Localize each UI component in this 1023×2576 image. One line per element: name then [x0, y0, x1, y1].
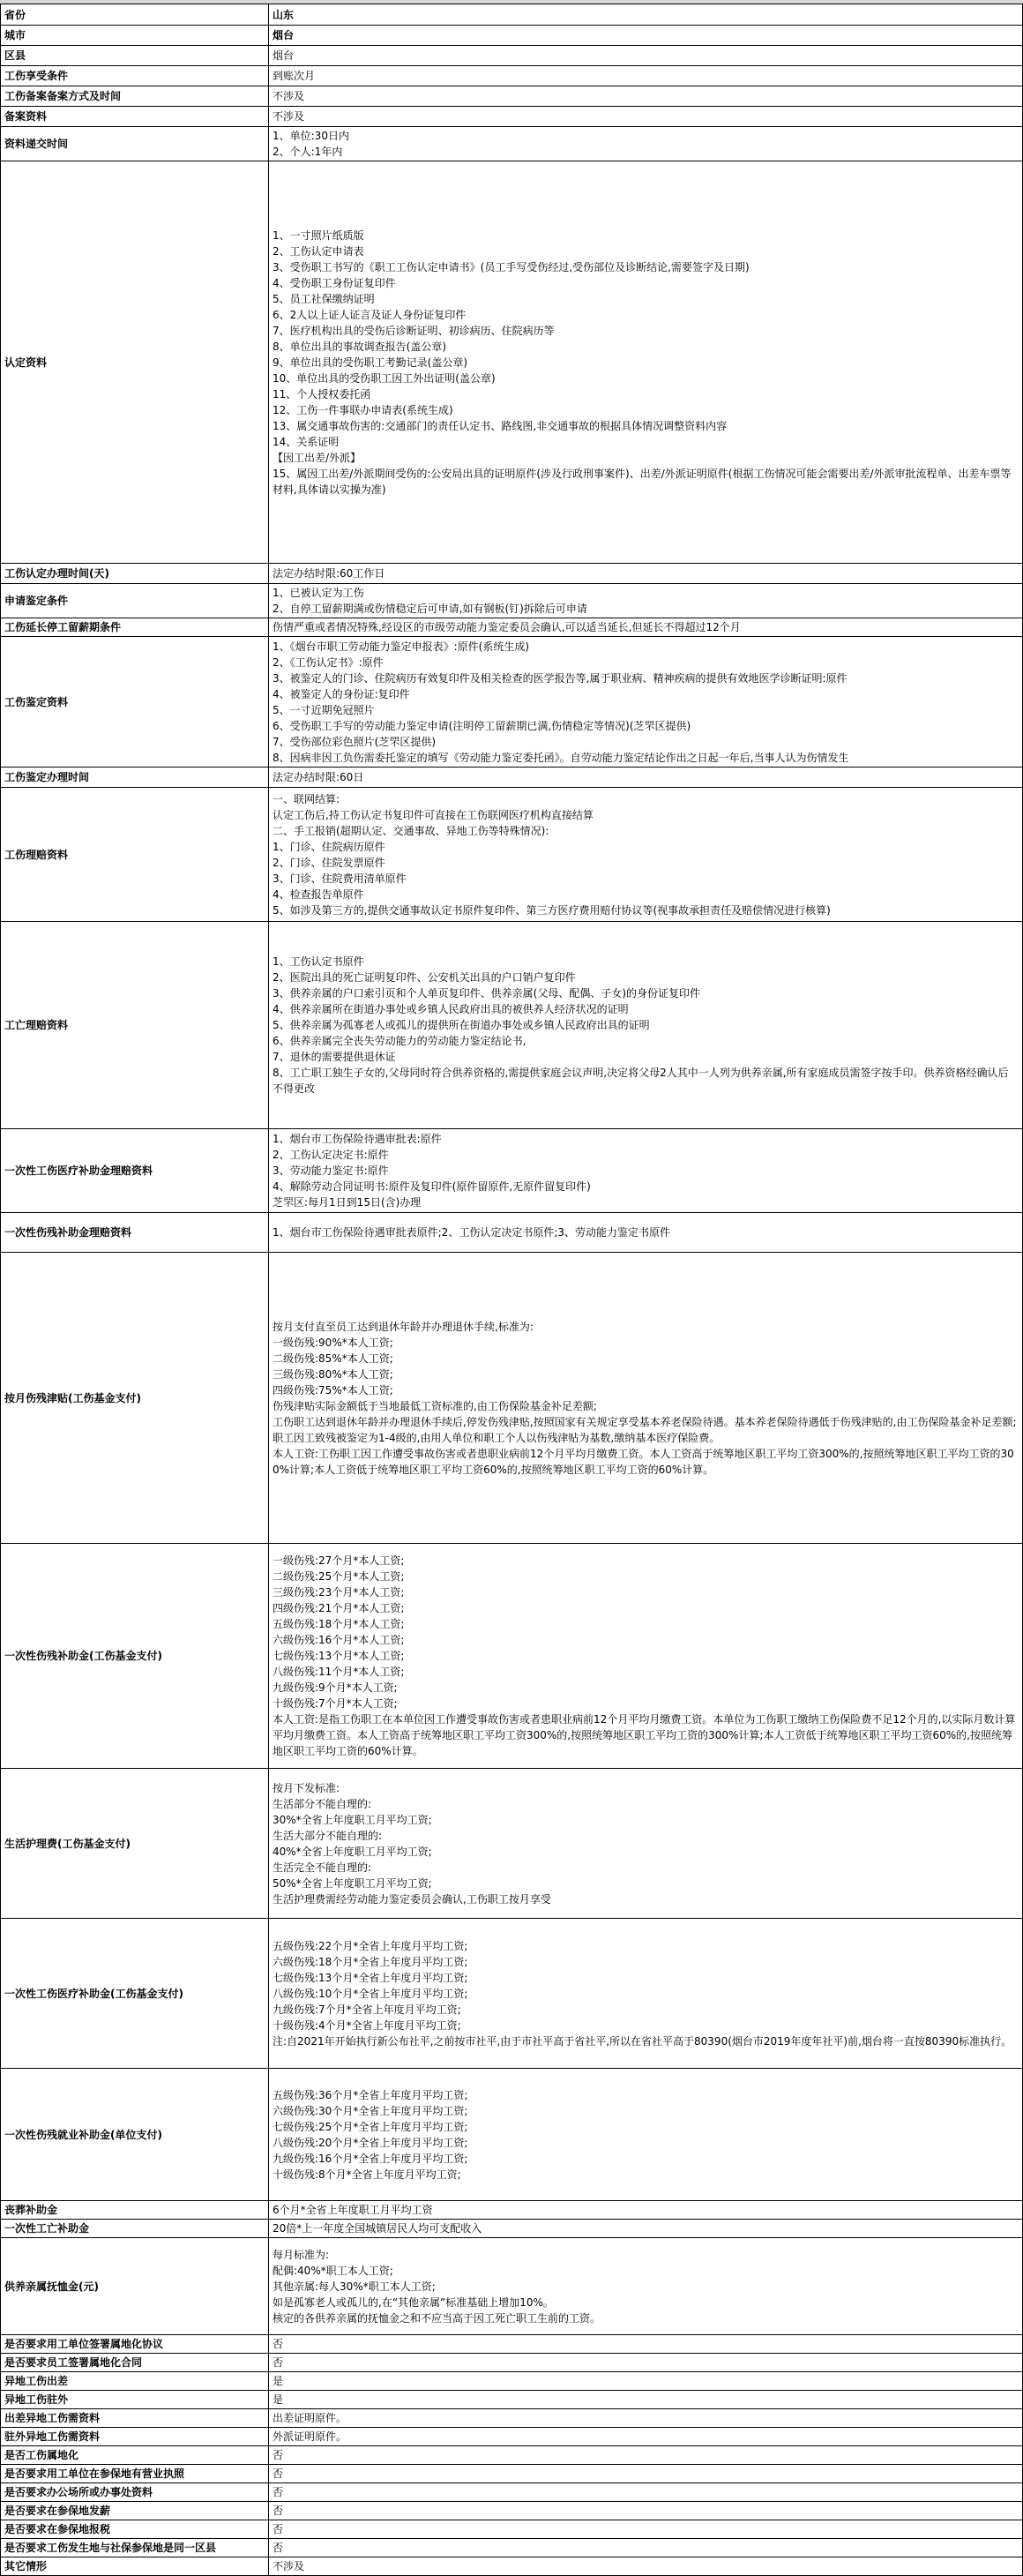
value-line: 6、受伤职工手写的劳动能力鉴定申请(注明停工留薪期已满,伤情稳定等情况)(芝罘区提供) [273, 719, 691, 732]
value-line: 注:自2021年开始执行新公布社平,之前按市社平,由于市社平高于省社平,所以在省社平高于80390(烟台市2019年度年社平)前,烟台将一直按80390标准执行。 [273, 2034, 1012, 2048]
value-line: 5、供养亲属为孤寡老人或孤儿的提供所在街道办事处或乡镇人民政府出具的证明 [273, 1019, 650, 1031]
value-line: 7、受伤部位彩色照片(芝罘区提供) [273, 735, 436, 748]
value-line: 六级伤残:16个月*本人工资; [273, 1634, 405, 1646]
table-row [1, 107, 1023, 127]
value-line: 六级伤残:18个月*全省上年度月平均工资; [273, 1955, 468, 1968]
value-line: 职工因工致残被鉴定为1-4级的,由用人单位和职工个人以伤残津贴为基数,缴纳基本医疗保险费。 [273, 1431, 721, 1444]
field-label: 是否要求工伤发生地与社保参保地是同一区县 [1, 2539, 269, 2557]
field-label: 一次性伤残就业补助金(单位支付) [1, 2069, 269, 2201]
value-line: 工伤职工达到退休年龄并办理退休手续后,停发伤残津贴,按照国家有关规定享受基本养老保险待遇。基本养老保险待遇低于伤残津贴的,由工伤保险基金补足差额; [273, 1415, 1017, 1428]
table-row [1, 618, 1023, 637]
field-label: 是否要求在参保地报税 [1, 2520, 269, 2539]
value-line: 山东 [273, 8, 295, 21]
table-row [1, 637, 1023, 768]
field-value [269, 1253, 1023, 1544]
value-line: 【因工出差/外派】 [273, 451, 362, 464]
table-row [1, 584, 1023, 618]
field-value [269, 127, 1023, 161]
value-line: 生活完全不能自理的: [273, 1861, 372, 1874]
value-line: 20倍*上一年度全国城镇居民人均可支配收入 [273, 2222, 482, 2235]
value-line: 七级伤残:13个月*全省上年度月平均工资; [273, 1971, 468, 1984]
field-value [269, 2446, 1023, 2465]
value-line: 九级伤残:7个月*全省上年度月平均工资; [273, 2003, 461, 2016]
field-label: 是否要求用工单位签署属地化协议 [1, 2335, 269, 2354]
field-value [269, 637, 1023, 768]
value-line: 八级伤残:10个月*全省上年度月平均工资; [273, 1987, 468, 2000]
value-line: 出差证明原件。 [273, 2412, 347, 2424]
value-line: 七级伤残:13个月*本人工资; [273, 1650, 405, 1662]
value-line: 芝罘区:每月1日到15日(含)办理 [273, 1196, 422, 1209]
field-value [269, 86, 1023, 107]
field-label: 工伤备案备案方式及时间 [1, 86, 269, 107]
value-line: 6个月*全省上年度职工月平均工资 [273, 2204, 433, 2216]
value-line: 九级伤残:9个月*本人工资; [273, 1681, 398, 1694]
field-label: 生活护理费(工伤基金支付) [1, 1769, 269, 1919]
field-value [269, 107, 1023, 127]
field-value [269, 2520, 1023, 2539]
field-value [269, 788, 1023, 922]
value-line: 9、单位出具的受伤职工考勤记录(盖公章) [273, 356, 467, 369]
value-line: 否 [273, 2523, 284, 2535]
field-label: 申请鉴定条件 [1, 584, 269, 618]
value-line: 按月下发标准: [273, 1781, 340, 1794]
value-line: 不涉及 [273, 2560, 305, 2572]
value-line: 4、检查报告单原件 [273, 887, 364, 901]
value-line: 1、已被认定为工伤 [273, 587, 364, 599]
value-line: 否 [273, 2486, 284, 2498]
value-line: 每月标准为: [273, 2248, 330, 2261]
value-line: 4、受伤职工身份证复印件 [273, 276, 396, 289]
table-row [1, 2428, 1023, 2446]
table-row [1, 2483, 1023, 2502]
value-line: 十级伤残:8个月*全省上年度月平均工资; [273, 2168, 461, 2181]
value-line: 2、个人:1年内 [273, 146, 343, 158]
table-row [1, 1919, 1023, 2069]
field-value [269, 2465, 1023, 2483]
value-line: 1、烟台市工伤保险待遇审批表原件;2、工伤认定决定书原件;3、劳动能力鉴定书原件 [273, 1226, 670, 1239]
value-line: 八级伤残:20个月*全省上年度月平均工资; [273, 2136, 468, 2149]
field-value [269, 2354, 1023, 2372]
field-label: 出差异地工伤需资料 [1, 2409, 269, 2428]
value-line: 6、供养亲属完全丧失劳动能力的劳动能力鉴定结论书, [273, 1035, 526, 1047]
table-row [1, 2557, 1023, 2576]
table-row [1, 2220, 1023, 2238]
table-row [1, 66, 1023, 86]
value-line: 5、员工社保缴纳证明 [273, 292, 375, 305]
field-label: 丧葬补助金 [1, 2201, 269, 2220]
field-value [269, 1129, 1023, 1213]
value-line: 其他亲属:每人30%*职工本人工资; [273, 2280, 436, 2293]
field-value [269, 584, 1023, 618]
value-line: 6、2人以上证人证言及证人身份证复印件 [273, 308, 467, 321]
table-row [1, 2238, 1023, 2335]
value-line: 到账次月 [273, 70, 316, 82]
table-row [1, 1253, 1023, 1544]
field-label: 工伤延长停工留薪期条件 [1, 618, 269, 637]
value-line: 10、单位出具的受伤职工因工外出证明(盖公章) [273, 371, 496, 385]
field-value [269, 2220, 1023, 2238]
value-line: 3、供养亲属的户口索引页和个人单页复印件、供养亲属(父母、配偶、子女)的身份证复印件 [273, 987, 701, 1000]
field-label: 工亡理赔资料 [1, 922, 269, 1129]
value-line: 十级伤残:7个月*本人工资; [273, 1697, 398, 1710]
field-value [269, 26, 1023, 46]
value-line: 烟台 [273, 29, 295, 41]
value-line: 3、被鉴定人的门诊、住院病历有效复印件及相关检查的医学报告等,属于职业病、精神疾病的提供有效地医学诊断证明:原件 [273, 671, 848, 685]
field-value [269, 2201, 1023, 2220]
field-value [269, 2069, 1023, 2201]
value-line: 4、解除劳动合同证明书:原件及复印件(原件留原件,无原件留复印件) [273, 1180, 591, 1193]
value-line: 8、因病非因工负伤需委托鉴定的填写《劳动能力鉴定委托函》。自劳动能力鉴定结论作出之日起一年后,当事人认为伤情发生 [273, 751, 849, 764]
value-line: 2、门诊、住院发票原件 [273, 856, 385, 869]
value-line: 生活部分不能自理的: [273, 1797, 372, 1810]
value-line: 8、单位出具的事故调查报告(盖公章) [273, 340, 446, 353]
value-line: 配偶:40%*职工本人工资; [273, 2264, 393, 2277]
field-value [269, 618, 1023, 637]
value-line: 四级伤残:21个月*本人工资; [273, 1602, 405, 1614]
value-line: 1、工伤认定书原件 [273, 955, 364, 968]
field-value [269, 1213, 1023, 1253]
field-value [269, 2372, 1023, 2391]
value-line: 三级伤残:80%*本人工资; [273, 1367, 393, 1381]
table-row [1, 1213, 1023, 1253]
value-line: 五级伤残:22个月*全省上年度月平均工资; [273, 1939, 468, 1952]
value-line: 2、医院出具的死亡证明复印件、公安机关出具的户口销户复印件 [273, 971, 576, 984]
field-value [269, 4, 1023, 26]
table-row [1, 2391, 1023, 2409]
value-line: 2、工伤认定申请表 [273, 244, 364, 258]
value-line: 8、工亡职工独生子女的,父母同时符合供养资格的,需提供家庭会议声明,决定将父母2人其中一人列为供养亲属,所有家庭成员需签字按手印。供养资格经确认后不得更改 [273, 1067, 1009, 1095]
value-line: 1、门诊、住院病历原件 [273, 840, 385, 853]
field-value [269, 2539, 1023, 2557]
table-row [1, 26, 1023, 46]
table-row [1, 2409, 1023, 2428]
field-value [269, 2409, 1023, 2428]
field-label: 其它情形 [1, 2557, 269, 2576]
field-value [269, 2483, 1023, 2502]
value-line: 伤情严重或者情况特殊,经设区的市级劳动能力鉴定委员会确认,可以适当延长,但延长不得超过12个月 [273, 621, 741, 633]
field-label: 一次性工亡补助金 [1, 2220, 269, 2238]
field-label: 是否要求用工单位在参保地有营业执照 [1, 2465, 269, 2483]
field-label: 工伤认定办理时间(天) [1, 564, 269, 584]
field-value [269, 2335, 1023, 2354]
field-label: 按月伤残津贴(工伤基金支付) [1, 1253, 269, 1544]
value-line: 5、如涉及第三方的,提供交通事故认定书原件复印件、第三方医疗费用赔付协议等(视事故承担责任及赔偿情况进行核算) [273, 903, 831, 917]
table-row [1, 2446, 1023, 2465]
table-row [1, 768, 1023, 788]
field-label: 备案资料 [1, 107, 269, 127]
field-label: 工伤鉴定资料 [1, 637, 269, 768]
field-label: 省份 [1, 4, 269, 26]
field-value [269, 1544, 1023, 1769]
field-label: 异地工伤驻外 [1, 2391, 269, 2409]
table-row [1, 1129, 1023, 1213]
field-label: 一次性伤残补助金(工伤基金支付) [1, 1544, 269, 1769]
field-label: 是否工伤属地化 [1, 2446, 269, 2465]
value-line: 五级伤残:18个月*本人工资; [273, 1618, 405, 1630]
value-line: 认定工伤后,持工伤认定书复印件可直接在工伤联网医疗机构直接结算 [273, 808, 594, 821]
value-line: 3、受伤职工书写的《职工工伤认定申请书》(员工手写受伤经过,受伤部位及诊断结论,需要签字及日期) [273, 260, 750, 273]
value-line: 法定办结时限:60工作日 [273, 567, 385, 580]
field-value [269, 2502, 1023, 2520]
field-label: 工伤享受条件 [1, 66, 269, 86]
table-row [1, 86, 1023, 107]
value-line: 三级伤残:23个月*本人工资; [273, 1586, 405, 1599]
table-row [1, 2335, 1023, 2354]
field-label: 驻外异地工伤需资料 [1, 2428, 269, 2446]
table-row [1, 1769, 1023, 1919]
value-line: 二级伤残:25个月*本人工资; [273, 1570, 405, 1583]
field-label: 一次性工伤医疗补助金理赔资料 [1, 1129, 269, 1213]
value-line: 50%*全省上年度职工月平均工资; [273, 1876, 432, 1890]
value-line: 九级伤残:16个月*全省上年度月平均工资; [273, 2152, 468, 2165]
value-line: 烟台 [273, 49, 295, 62]
value-line: 本人工资:是指工伤职工在本单位因工作遭受事故伤害或者患职业病前12个月平均月缴费工资。本单位为工伤职工缴纳工伤保险费不足12个月的,以实际月数计算平均月缴费工资。本人工资高于统筹地区职工平均工资300%的,按照统筹地区职工平均工资的300%计算;本人工资低于统筹地区职工平均工资60%的,按照统筹地区职工平均工资的60%计算。 [273, 1713, 1016, 1757]
value-line: 3、劳动能力鉴定书:原件 [273, 1164, 389, 1177]
field-label: 异地工伤出差 [1, 2372, 269, 2391]
value-line: 生活护理费需经劳动能力鉴定委员会确认,工伤职工按月享受 [273, 1892, 551, 1906]
value-line: 是 [273, 2393, 284, 2406]
value-line: 2、《工伤认定书》:原件 [273, 655, 384, 669]
value-line: 如是孤寡老人或孤儿的,在“其他亲属”标准基础上增加10%。 [273, 2295, 554, 2309]
field-value [269, 2557, 1023, 2576]
table-row [1, 788, 1023, 922]
policy-table-body [1, 4, 1023, 2576]
value-line: 2、工伤认定决定书:原件 [273, 1149, 389, 1161]
value-line: 一、联网结算: [273, 792, 340, 805]
value-line: 八级伤残:11个月*本人工资; [273, 1666, 405, 1678]
field-label: 工伤理赔资料 [1, 788, 269, 922]
value-line: 二、手工报销(超期认定、交通事故、异地工伤等特殊情况): [273, 824, 549, 837]
field-value [269, 46, 1023, 66]
table-row [1, 127, 1023, 161]
value-line: 1、单位:30日内 [273, 130, 349, 142]
value-line: 1、一寸照片纸质版 [273, 228, 364, 242]
value-line: 3、门诊、住院费用清单原件 [273, 872, 407, 885]
value-line: 2、自停工留薪期满或伤情稳定后可申请,如有钢板(钉)拆除后可申请 [273, 603, 587, 615]
field-value [269, 1769, 1023, 1919]
field-value [269, 564, 1023, 584]
field-label: 认定资料 [1, 161, 269, 564]
value-line: 十级伤残:4个月*全省上年度月平均工资; [273, 2018, 461, 2032]
value-line: 14、关系证明 [273, 435, 340, 448]
table-row [1, 1544, 1023, 1769]
field-value [269, 2391, 1023, 2409]
field-label: 一次性伤残补助金理赔资料 [1, 1213, 269, 1253]
value-line: 否 [273, 2467, 284, 2480]
value-line: 7、医疗机构出具的受伤后诊断证明、初诊病历、住院病历等 [273, 324, 555, 337]
table-row [1, 2502, 1023, 2520]
value-line: 一级伤残:90%*本人工资; [273, 1336, 393, 1349]
table-row [1, 161, 1023, 564]
table-row [1, 2539, 1023, 2557]
table-row [1, 46, 1023, 66]
table-row [1, 2069, 1023, 2201]
table-row [1, 922, 1023, 1129]
field-value [269, 161, 1023, 564]
value-line: 40%*全省上年度职工月平均工资; [273, 1845, 432, 1858]
value-line: 生活大部分不能自理的: [273, 1829, 383, 1842]
value-line: 否 [273, 2356, 284, 2369]
field-label: 工伤鉴定办理时间 [1, 768, 269, 788]
value-line: 不涉及 [273, 90, 305, 102]
value-line: 否 [273, 2338, 284, 2350]
value-line: 5、一寸近期免冠照片 [273, 703, 375, 716]
value-line: 二级伤残:85%*本人工资; [273, 1352, 393, 1365]
value-line: 一级伤残:27个月*本人工资; [273, 1554, 405, 1567]
value-line: 外派证明原件。 [273, 2430, 347, 2443]
value-line: 本人工资:工伤职工因工作遭受事故伤害或者患职业病前12个月平均月缴费工资。本人工资高于统筹地区职工平均工资300%的,按照统筹地区职工平均工资的300%计算;本人工资低于统筹地区职工平均工资60%的,按照统筹地区职工平均工资的60%计算。 [273, 1447, 1014, 1476]
value-line: 五级伤残:36个月*全省上年度月平均工资; [273, 2088, 468, 2101]
field-value [269, 768, 1023, 788]
table-row [1, 2465, 1023, 2483]
value-line: 12、工伤一件事联办申请表(系统生成) [273, 403, 453, 416]
table-row [1, 4, 1023, 26]
value-line: 否 [273, 2505, 284, 2517]
value-line: 13、属交通事故伤害的:交通部门的责任认定书、路线图,非交通事故的根据具体情况调整资料内容 [273, 419, 728, 432]
value-line: 伤残津贴实际金额低于当地最低工资标准的,由工伤保险基金补足差额; [273, 1399, 597, 1412]
work-injury-policy-table [0, 4, 1023, 2576]
value-line: 按月支付直至员工达到退休年龄并办理退休手续,标准为: [273, 1320, 534, 1333]
value-line: 四级伤残:75%*本人工资; [273, 1383, 393, 1397]
value-line: 1、烟台市工伤保险待遇审批表:原件 [273, 1133, 442, 1145]
field-label: 是否要求在参保地发薪 [1, 2502, 269, 2520]
table-row [1, 2354, 1023, 2372]
field-label: 城市 [1, 26, 269, 46]
table-row [1, 2372, 1023, 2391]
value-line: 15、属因工出差/外派期间受伤的:公安局出具的证明原件(涉及行政刑事案件)、出差/外派证明原件(根据工伤情况可能会需要出差/外派审批流程单、出差车票等材料,具体请以实操为准) [273, 467, 1012, 496]
field-label: 是否要求办公场所或办事处资料 [1, 2483, 269, 2502]
field-label: 一次性工伤医疗补助金(工伤基金支付) [1, 1919, 269, 2069]
value-line: 六级伤残:30个月*全省上年度月平均工资; [273, 2104, 468, 2117]
value-line: 1、《烟台市职工劳动能力鉴定申报表》:原件(系统生成) [273, 640, 530, 653]
value-line: 30%*全省上年度职工月平均工资; [273, 1813, 432, 1826]
field-value [269, 922, 1023, 1129]
value-line: 7、退休的需要提供退休证 [273, 1051, 396, 1063]
value-line: 核定的各供养亲属的抚恤金之和不应当高于因工死亡职工生前的工资。 [273, 2311, 601, 2325]
field-value [269, 66, 1023, 86]
field-label: 是否要求员工签署属地化合同 [1, 2354, 269, 2372]
field-value [269, 2428, 1023, 2446]
value-line: 4、被鉴定人的身份证:复印件 [273, 687, 410, 700]
table-row [1, 2520, 1023, 2539]
field-value [269, 2238, 1023, 2335]
value-line: 否 [273, 2542, 284, 2554]
value-line: 11、个人授权委托函 [273, 387, 371, 401]
value-line: 是 [273, 2375, 284, 2387]
field-value [269, 1919, 1023, 2069]
value-line: 4、供养亲属所在街道办事处或乡镇人民政府出具的被供养人经济状况的证明 [273, 1003, 629, 1015]
value-line: 七级伤残:25个月*全省上年度月平均工资; [273, 2120, 468, 2133]
table-row [1, 2201, 1023, 2220]
value-line: 不涉及 [273, 110, 305, 123]
table-row [1, 564, 1023, 584]
value-line: 否 [273, 2449, 284, 2461]
value-line: 法定办结时限:60日 [273, 771, 364, 783]
field-label: 供养亲属抚恤金(元) [1, 2238, 269, 2335]
field-label: 区县 [1, 46, 269, 66]
field-label: 资料递交时间 [1, 127, 269, 161]
